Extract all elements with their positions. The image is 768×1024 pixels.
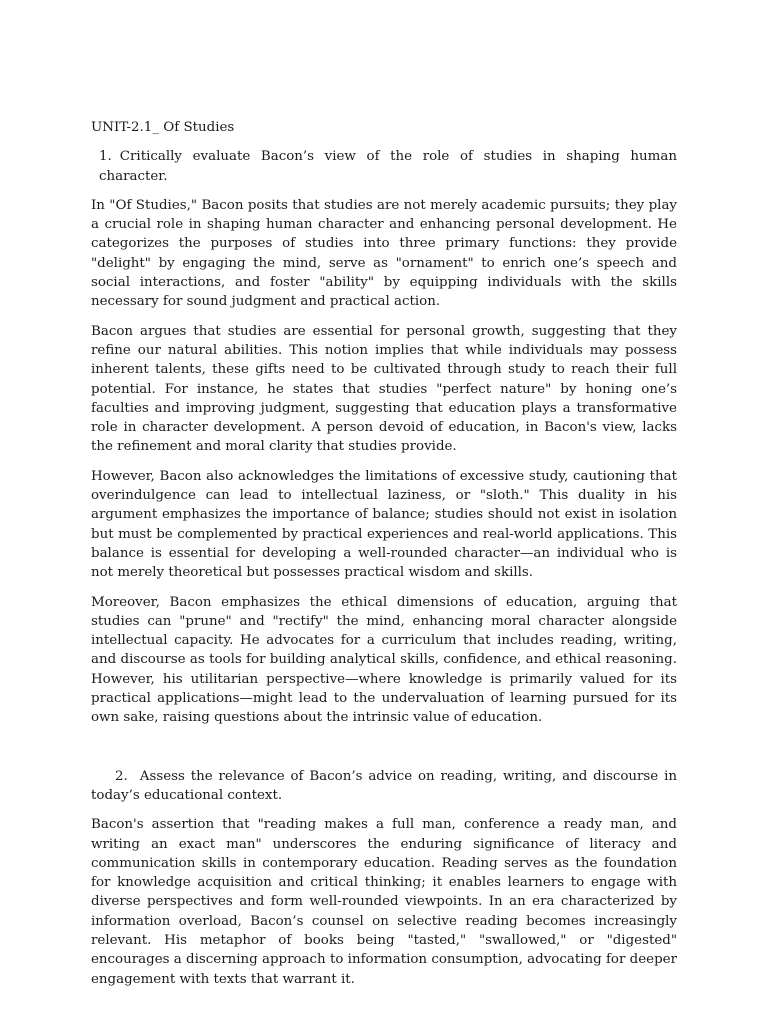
question-1 <box>91 147 677 186</box>
document-heading: UNIT-2.1_ Of Studies <box>91 120 235 135</box>
answer-paragraph: However, Bacon also acknowledges the limitations of excessive study, cautioning that overindulgence can lead to intellectual laziness, or "sloth." This duality in his argument emphasizes the importance of balance; studies should not exist in isolation but must be complemented by practical experiences and real-world applications. This balance is essential for developing a well-rounded character—an individual who is not merely theoretical but possesses practical wisdom and skills. <box>91 468 677 581</box>
answer-paragraph: In "Of Studies," Bacon posits that studies are not merely academic pursuits; they play a crucial role in shaping human character and enhancing personal development. He categorizes the purposes of studies into three primary functions: they provide "delight" by engaging the mind, serve as "ornament" to enrich one’s speech and social interactions, and foster "ability" by equipping individuals with the skills necessary for sound judgment and practical action. <box>91 197 677 310</box>
document-page <box>91 118 677 999</box>
answer-paragraph: Bacon argues that studies are essential for personal growth, suggesting that they refine our natural abilities. This notion implies that while individuals may possess inherent talents, these gifts need to be cultivated through study to reach their full potential. For instance, he states that studies "perfect nature" by honing one’s faculties and improving judgment, suggesting that education plays a transformative role in character development. A person devoid of education, in Bacon's view, lacks the refinement and moral clarity that studies provide. <box>91 323 677 455</box>
question-2 <box>91 767 677 806</box>
question-number: 1. <box>99 149 112 165</box>
question-text: Assess the relevance of Bacon’s advice on reading, writing, and discourse in today’s educational context. <box>91 768 677 803</box>
answer-paragraph: Bacon's assertion that "reading makes a full man, conference a ready man, and writing an exact man" underscores the enduring significance of literacy and communication skills in contemporary education. Reading serves as the foundation for knowledge acquisition and critical thinking; it enables learners to engage with diverse perspectives and form well-rounded viewpoints. In an era characterized by information overload, Bacon’s counsel on selective reading becomes increasingly relevant. His metaphor of books being "tasted," "swallowed," or "digested" encourages a discerning approach to information consumption, advocating for deeper engagement with texts that warrant it. <box>91 817 677 987</box>
blank-line <box>91 738 677 767</box>
answer-paragraph: Moreover, Bacon emphasizes the ethical dimensions of education, arguing that studies can "prune" and "rectify" the mind, enhancing moral character alongside intellectual capacity. He advocates for a curriculum that includes reading, writing, and discourse as tools for building analytical skills, confidence, and ethical reasoning. However, his utilitarian perspective—where knowledge is primarily valued for its practical applications—might lead to the undervaluation of learning pursued for its own sake, raising questions about the intrinsic value of education. <box>91 594 677 726</box>
question-number: 2. <box>115 768 128 784</box>
question-text: Critically evaluate Bacon’s view of the role of studies in shaping human character. <box>99 149 677 184</box>
